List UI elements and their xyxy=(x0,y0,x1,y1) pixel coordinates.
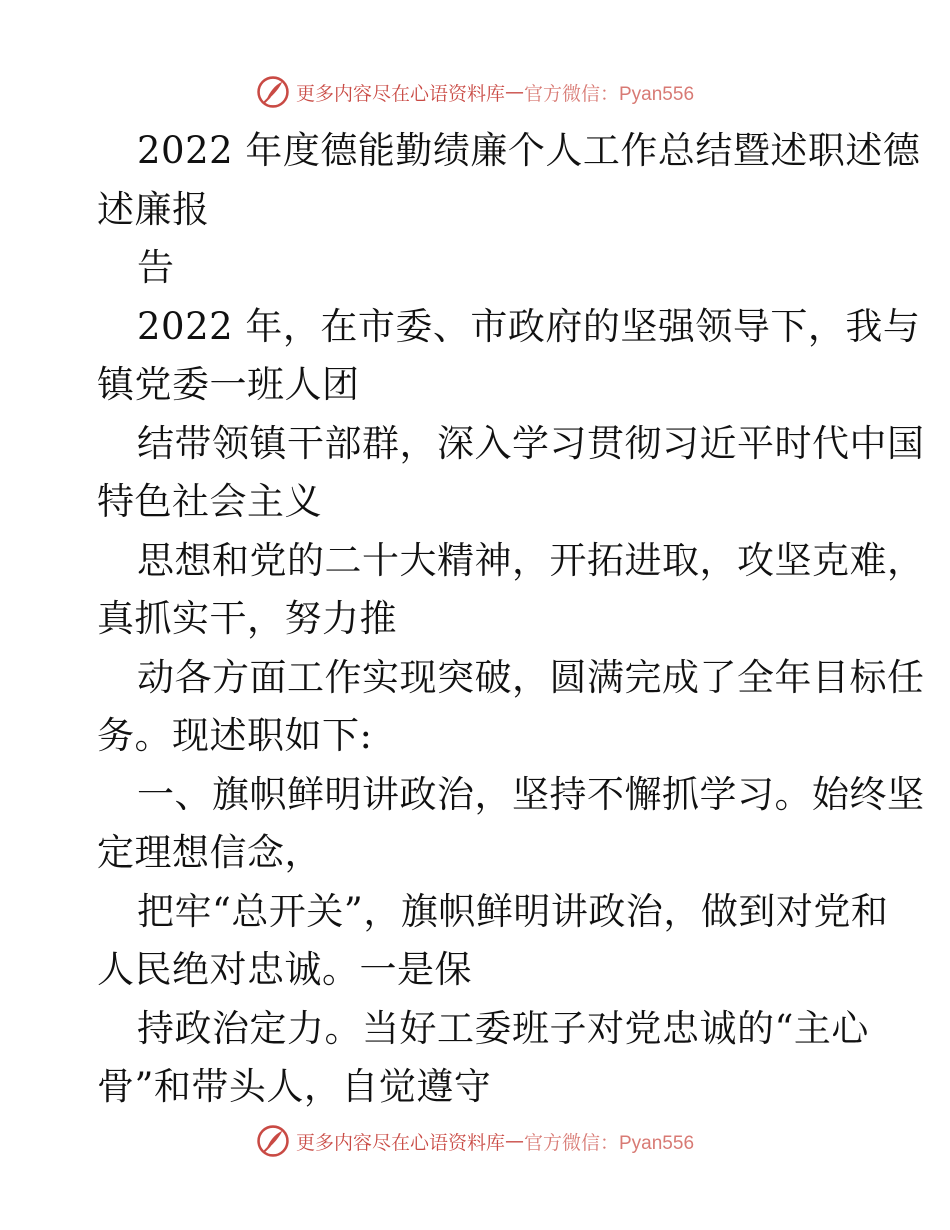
document-title-line: 述廉报 xyxy=(97,187,210,231)
paragraph-line: 动各方面工作实现突破，圆满完成了全年目标任 xyxy=(137,655,925,699)
document-body xyxy=(97,122,925,1117)
paragraph-line: 一、旗帜鲜明讲政治，坚持不懈抓学习。始终坚 xyxy=(137,772,925,816)
document-title-line: 告 xyxy=(137,246,175,289)
paragraph-line: 把牢“总开关”，旗帜鲜明讲政治，做到对党和 xyxy=(137,889,889,933)
paragraph-line: 真抓实干，努力推 xyxy=(97,597,397,640)
watermark-separator: — xyxy=(505,1130,524,1152)
paragraph-line: 特色社会主义 xyxy=(97,480,322,523)
watermark-contact-text: 官方微信：Pyan556 xyxy=(524,1132,695,1154)
paragraph-line: 结带领镇干部群，深入学习贯彻习近平时代中国 xyxy=(137,421,925,465)
paragraph-line: 定理想信念， xyxy=(97,831,322,874)
paragraph-line: 人民绝对忠诚。一是保 xyxy=(97,948,472,991)
paragraph-line: 持政治定力。当好工委班子对党忠诚的“主心 xyxy=(137,1006,869,1050)
feather-pen-logo-icon xyxy=(256,1124,290,1158)
paragraph-line: 务。现述职如下: xyxy=(97,714,373,757)
paragraph-line: 思想和党的二十大精神，开拓进取，攻坚克难， xyxy=(137,538,925,582)
footer-watermark xyxy=(0,1121,950,1161)
document-title-line: 2022 年度德能勤绩廉个人工作总结暨述职述德 xyxy=(137,129,921,172)
paragraph-line: 镇党委一班人团 xyxy=(97,363,360,406)
watermark-separator: — xyxy=(505,81,524,103)
paragraph-line: 骨”和带头人，自觉遵守 xyxy=(97,1065,492,1108)
header-watermark xyxy=(0,72,950,112)
watermark-contact-text: 官方微信：Pyan556 xyxy=(524,83,695,105)
paragraph-line: 2022 年，在市委、市政府的坚强领导下，我与 xyxy=(137,304,921,348)
feather-pen-logo-icon xyxy=(256,75,290,109)
watermark-main-text: 更多内容尽在心语资料库 xyxy=(295,1131,505,1154)
watermark-main-text: 更多内容尽在心语资料库 xyxy=(295,82,505,105)
